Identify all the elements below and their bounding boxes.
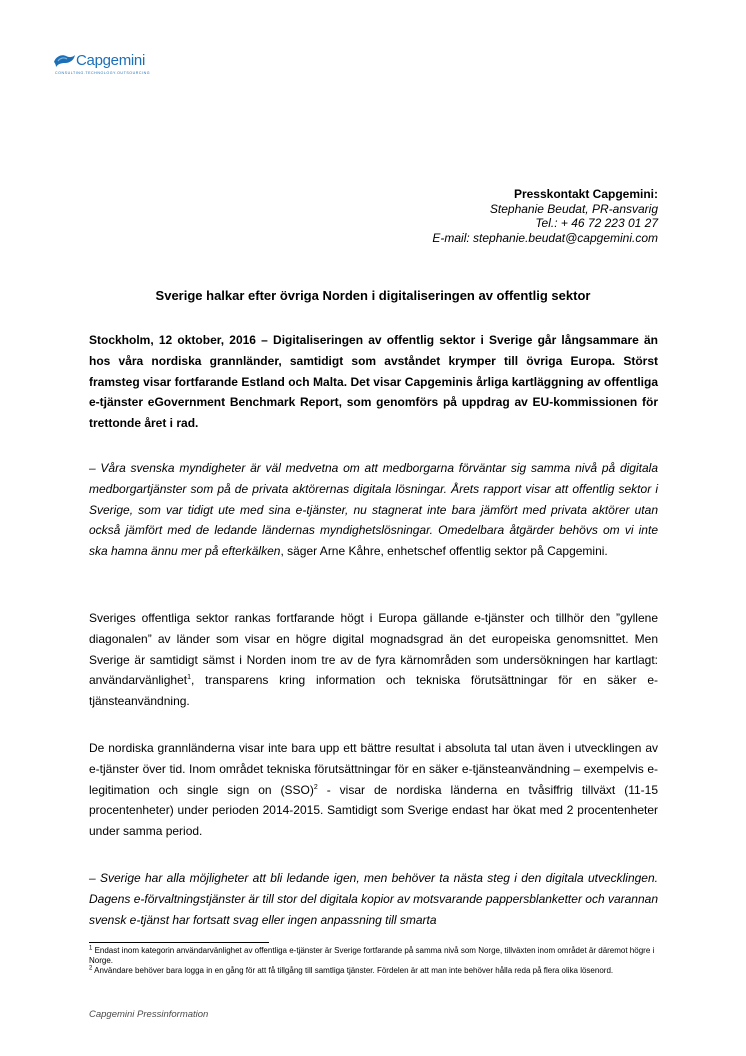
body-paragraph-1 (89, 608, 658, 712)
quote-paragraph-1 (89, 458, 658, 562)
contact-name: Stephanie Beudat, PR-ansvarig (489, 201, 658, 216)
lead-paragraph: Stockholm, 12 oktober, 2016 – Digitaliseringen av offentlig sektor i Sverige går långsammare än hos våra nordiska grannländer, samtidigt som avståndet krymper till övriga Europa. Störst framsteg visar fortfarande Estland och Malta. Det visar Capgeminis årliga kartläggning av offentliga e-tjänster eGovernment Benchmark Report, som genomförs på uppdrag av EU-kommissionen för trettonde året i rad. (89, 333, 658, 431)
footnote-ref-1[interactable]: 1 (187, 674, 191, 682)
body-2-text-a: De nordiska grannländerna visar inte bara upp ett bättre resultat i absoluta tal utan även i utvecklingen av e-tjänster över tid. Inom området tekniska förutsättningar för en säker e-tjänsteanvändning – exempelvis e-legitimation och single sign on (SSO) (89, 741, 658, 797)
logo-wordmark: Capgemini (76, 52, 146, 69)
logo-tagline: CONSULTING.TECHNOLOGY.OUTSOURCING (55, 71, 151, 75)
footnotes (89, 946, 658, 977)
footnote-1 (89, 946, 658, 965)
body-2-text-b: - visar de nordiska länderna en tvåsiffrig tillväxt (11-15 procentenheter) under perioden 2014-2015. Samtidigt som Sverige endast har ökat med 2 procentenheter under samma period. (89, 782, 659, 839)
capgemini-logo (52, 50, 162, 80)
footnote-divider (89, 942, 269, 943)
body-paragraph-2 (89, 738, 658, 842)
contact-phone: Tel.: + 46 72 223 01 27 (535, 216, 658, 230)
contact-heading: Presskontakt Capgemini: (513, 187, 658, 201)
body-1-text-a: Sveriges offentliga sektor rankas fortfarande högt i Europa gällande e-tjänster och tillhör den ”gyllene diagonalen” av länder som visar en högre digital mognadsgrad än det europeiska genomsnittet. Men Sverige är samtidigt sämst i Norden inom tre av de fyra kärnområden som undersökningen har kartlagt: användarvänlighet (89, 611, 658, 688)
footnote-mark-1: 1 (89, 945, 93, 952)
page-footer: Capgemini Pressinformation (89, 1009, 209, 1020)
contact-email[interactable]: E-mail: stephanie.beudat@capgemini.com (432, 230, 658, 245)
quote-paragraph-2: – Sverige har alla möjligheter att bli ledande igen, men behöver ta nästa steg i den digitala utvecklingen. Dagens e-förvaltningstjänster är till stor del digitala kopior av motsvarande pappersblanketter och varannan svensk e-tjänst har fortsatt svag eller ingen anpassning till smarta (89, 871, 658, 927)
footnote-mark-2: 2 (89, 965, 93, 972)
footnote-2 (89, 966, 658, 976)
quote-1-attribution: , säger Arne Kåhre, enhetschef offentlig sektor på Capgemini. (280, 544, 608, 559)
body-1-text-b: , transparens kring information och tekniska förutsättningar för en säker e-tjänsteanvändning. (89, 673, 658, 709)
quote-1-text: – Våra svenska myndigheter är väl medvetna om att medborgarna förväntar sig samma nivå på digitala medborgartjänster som på de privata aktörernas digitala lösningar. Årets rapport visar att offentlig sektor i Sverige, som var tidigt ute med sina e-tjänster, nu stagnerat inte bara jämfört med privata aktörer utan också jämfört med de ledande ländernas myndighetslösningar. Omedelbara åtgärder behövs om vi inte ska hamna ännu mer på efterkälken (89, 461, 658, 559)
document-title: Sverige halkar efter övriga Norden i digitaliseringen av offentlig sektor (155, 288, 591, 303)
footnote-2-text: Användare behöver bara logga in en gång för att få tillgång till samtliga tjänster. Fördelen är att man inte behöver hålla reda på flera olika lösenord. (92, 966, 614, 976)
press-contact (432, 187, 658, 245)
capgemini-spade-icon (52, 53, 76, 69)
footnote-ref-2[interactable]: 2 (313, 783, 318, 791)
footnote-1-text: Endast inom kategorin användarvänlighet av offentliga e-tjänster är Sverige fortfarande på samma nivå som Norge, tillväxten inom området är däremot högre i Norge. (89, 946, 655, 965)
